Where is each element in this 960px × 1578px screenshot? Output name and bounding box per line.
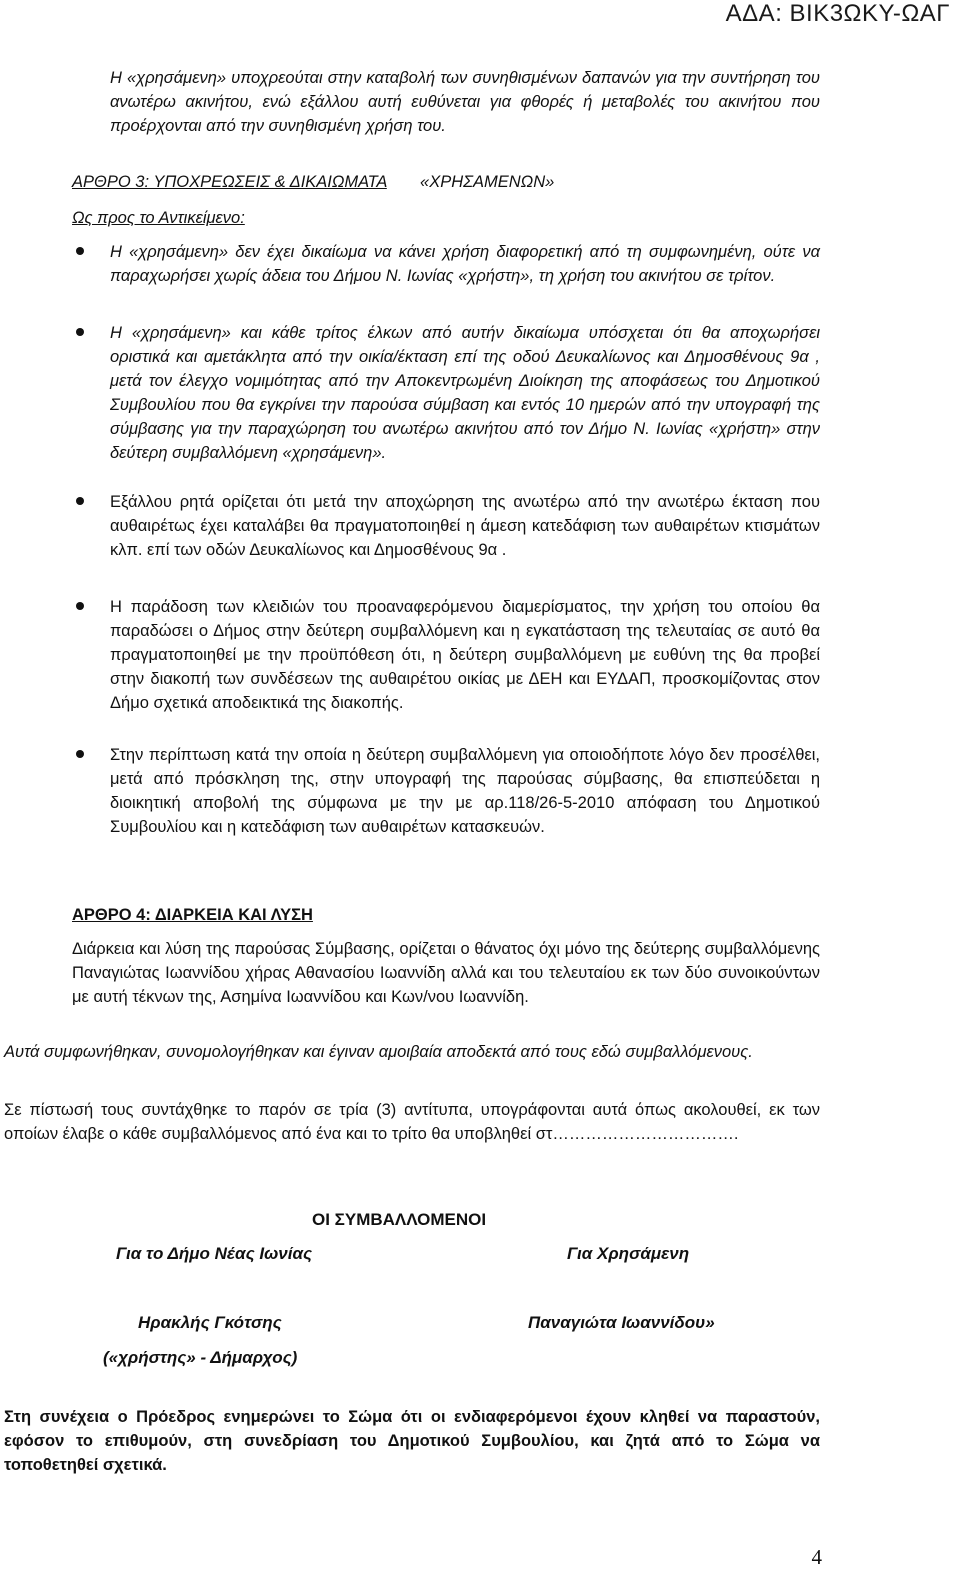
article4-title: ΑΡΘΡΟ 4: ΔΙΑΡΚΕΙΑ ΚΑΙ ΛΥΣΗ [72,906,313,924]
agreed-paragraph: Αυτά συμφωνήθηκαν, συνομολογήθηκαν και έγιναν αμοιβαία αποδεκτά από τους εδώ συμβαλλόμενους. [4,1043,753,1061]
bullet-marker [74,494,86,506]
witness-paragraph: Σε πίστωσή τους συντάχθηκε το παρόν σε τρία (3) αντίτυπα, υπογράφονται αυτά όπως ακολουθεί, εκ των οποίων έλαβε ο κάθε συμβαλλόμενος από ένα και το τρίτο θα υποβληθεί στ……………………………. [4,1101,820,1143]
article4-body: Διάρκεια και λύση της παρούσας Σύμβασης, ορίζεται ο θάνατος όχι μόνο της δεύτερης συμβαλλόμενης Παναγιώτας Ιωαννίδου χήρας Αθανασίου Ιωαννίδη αλλά και του τελευταίου εκ των δύο συνοικούντων με αυτή τέκνων της, Ασημίνα Ιωαννίδου και Κων/νου Ιωαννίδη. [72,940,820,1006]
signature-right-role: Για Χρησάμενη [567,1244,690,1263]
bullet-marker [74,599,86,611]
bullet-marker [74,747,86,759]
closing-paragraph: Στη συνέχεια ο Πρόεδρος ενημερώνει το Σώμα ότι οι ενδιαφερόμενοι έχουν κληθεί να παραστούν, εφόσον το επιθυμούν, στη συνεδρίαση του Δημοτικού Συμβουλίου, και ζητά από το Σώμα να τοποθετηθεί σχετικά. [4,1408,820,1474]
bullet-marker [74,325,86,337]
signature-left-name: Ηρακλής Γκότσης [138,1313,282,1332]
signature-right-name: Παναγιώτα Ιωαννίδου» [528,1313,715,1332]
article3-title-suffix: «ΧΡΗΣΑΜΕΝΩΝ» [420,173,555,191]
article3-bullet-1: Η «χρησάμενη» δεν έχει δικαίωμα να κάνει χρήση διαφορετική από τη συμφωνημένη, ούτε να παραχωρήσει χωρίς άδεια του Δήμου Ν. Ιωνίας «χρήστη», τη χρήση του ακινήτου σε τρίτον. [110,243,820,285]
signatories-title: ΟΙ ΣΥΜΒΑΛΛΟΜΕΝΟΙ [312,1210,487,1229]
article3-title: ΑΡΘΡΟ 3: ΥΠΟΧΡΕΩΣΕΙΣ & ΔΙΚΑΙΩΜΑΤΑ [72,173,387,191]
article3-bullet-3: Εξάλλου ρητά ορίζεται ότι μετά την αποχώρηση της ανωτέρω από την ανωτέρω έκταση που αυθαιρέτως έχει καταλάβει θα πραγματοποιηθεί η άμεση κατεδάφιση των αυθαιρέτων κτισμάτων κλπ. επί των οδών Δευκαλίωνος και Δημοσθένους 9α . [110,493,820,559]
signature-left-title: («χρήστης» - Δήμαρχος) [103,1348,298,1367]
article3-bullet-2: Η «χρησάμενη» και κάθε τρίτος έλκων από αυτήν δικαίωμα υπόσχεται ότι θα αποχωρήσει οριστικά και αμετάκλητα από την οικία/έκταση επί της οδού Δευκαλίωνος και Δημοσθένους 9α , μετά τον έλεγχο νομιμότητας από την Αποκεντρωμένη Διοίκηση της αποφάσεως του Δημοτικού Συμβουλίου που θα εγκρίνει την παρούσα σύμβαση και εντός 10 ημερών από την υπογραφή της σύμβασης για την παραχώρηση του ανωτέρω ακινήτου από τον Δήμο Ν. Ιωνίας «χρήστη» στην δεύτερη συμβαλλόμενη «χρησάμενη». [110,324,820,462]
bullet-marker [74,244,86,256]
page-number: 4 [811,1545,822,1569]
article3-heading [72,170,554,194]
article3-bullet-5: Στην περίπτωση κατά την οποία η δεύτερη συμβαλλόμενη για οποιοδήποτε λόγο δεν προσέλθει, μετά από πρόσκληση της, στην υπογραφή της παρούσας σύμβασης, θα επισπεύδεται η διοικητική αποβολή της σύμφωνα με την με αρ.118/26-5-2010 απόφαση του Δημοτικού Συμβουλίου και η κατεδάφιση των αυθαιρέτων κατασκευών. [110,746,820,836]
signature-left-role: Για το Δήμο Νέας Ιωνίας [116,1244,313,1263]
article3-bullet-4: Η παράδοση των κλειδιών του προαναφερόμενου διαμερίσματος, την χρήση του οποίου θα παραδώσει ο Δήμος στην δεύτερη συμβαλλόμενη και η εγκατάσταση της τελευταίας σε αυτό θα πραγματοποιηθεί με την προϋπόθεση ότι, η δεύτερη συμβαλλόμενη με ευθύνη της θα προβεί στην διακοπή των συνδέσεων της αυθαιρέτου οικίας με ΔΕΗ και ΕΥΔΑΠ, προσκομίζοντας στον Δήμο σχετικά αποδεικτικά της διακοπής. [110,598,820,712]
document-ada-code: ΑΔΑ: ΒΙΚ3ΩΚΥ-ΩΑΓ [725,0,950,27]
article3-subheading: Ως προς το Αντικείμενο: [72,209,245,227]
intro-paragraph: Η «χρησάμενη» υποχρεούται στην καταβολή των συνηθισμένων δαπανών για την συντήρηση του ανωτέρω ακινήτου, ενώ εξάλλου αυτή ευθύνεται για φθορές ή μεταβολές του ακινήτου που προέρχονται από την συνηθισμένη χρήση του. [110,69,820,135]
